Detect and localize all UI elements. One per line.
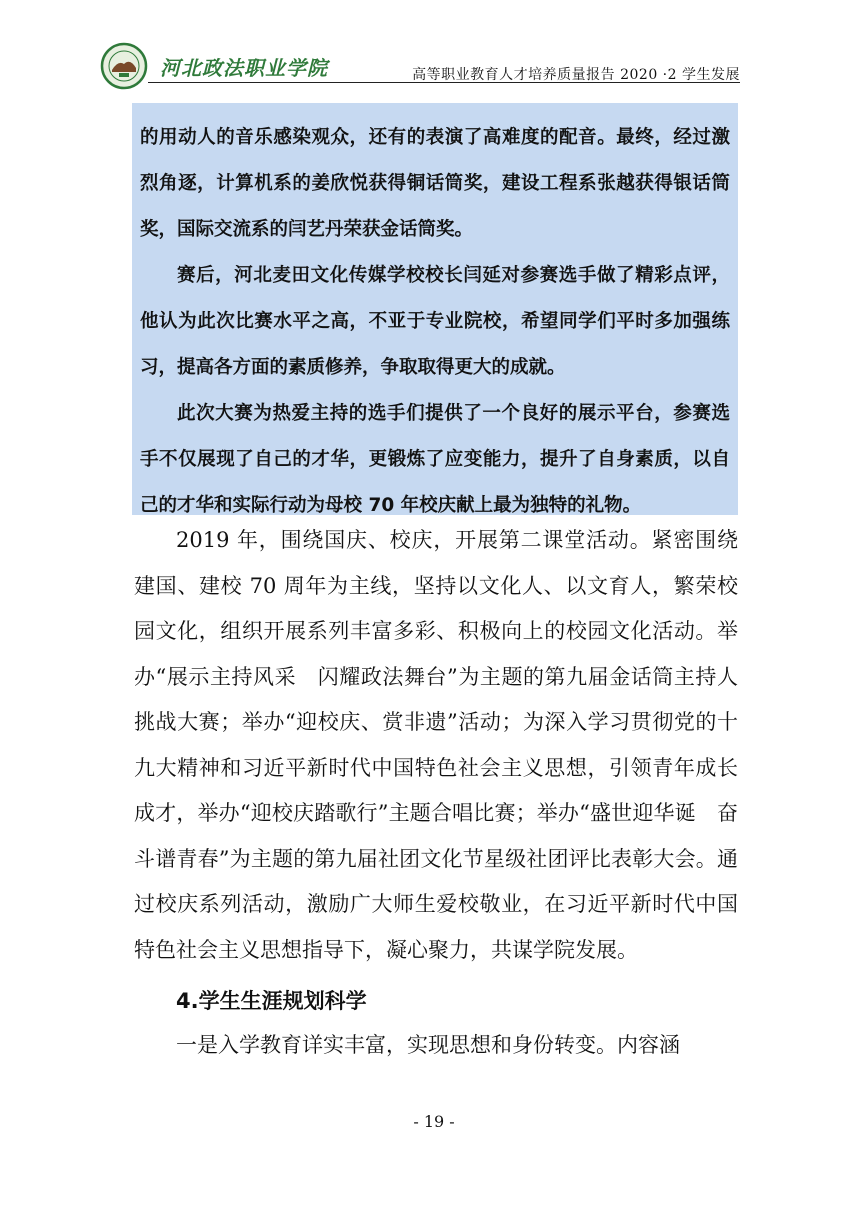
body-paragraph-1: 2019 年，围绕国庆、校庆，开展第二课堂活动。紧密围绕建国、建校 70 周年为主线，坚持以文化人、以文育人，繁荣校园文化，组织开展系列丰富多彩、积极向上的校园文化活动。举办“展示主持风采 闪耀政法舞台”为主题的第九届金话筒主持人挑战大赛；举办“迎校庆、赏非遗”活动；为深入学习贯彻党的十九大精神和习近平新时代中国特色社会主义思想，引领青年成长成才，举办“迎校庆踏歌行”主题合唱比赛；举办“盛世迎华诞 奋斗谱青春”为主题的第九届社团文化节星级社团评比表彰大会。通过校庆系列活动，激励广大师生爱校敬业，在习近平新时代中国特色社会主义思想指导下，凝心聚力，共谋学院发展。 [134, 528, 738, 962]
body-paragraph-2: 一是入学教育详实丰富，实现思想和身份转变。内容涵 [176, 1033, 680, 1057]
college-brand-name: 河北政法职业学院 [160, 56, 328, 80]
callout-paragraph-3: 此次大赛为热爱主持的选手们提供了一个良好的展示平台，参赛选手不仅展现了自己的才华，更锻炼了应变能力，提升了自身素质，以自己的才华和实际行动为母校 70 年校庆献上最为独特的礼物。 [140, 403, 730, 516]
body-text [134, 518, 738, 1069]
page-header [100, 38, 740, 88]
college-seal-icon [100, 42, 148, 90]
section-heading: 4.学生生涯规划科学 [176, 989, 367, 1013]
highlighted-callout-box [132, 103, 738, 515]
report-title: 高等职业教育人才培养质量报告 2020 ·2 学生发展 [412, 67, 740, 83]
page-number: - 19 - [413, 1112, 455, 1131]
callout-paragraph-2: 赛后，河北麦田文化传媒学校校长闫延对参赛选手做了精彩点评，他认为此次比赛水平之高，不亚于专业院校，希望同学们平时多加强练习，提高各方面的素质修养，争取取得更大的成就。 [140, 265, 730, 378]
callout-paragraph-1: 的用动人的音乐感染观众，还有的表演了高难度的配音。最终，经过激烈角逐，计算机系的姜欣悦获得铜话筒奖，建设工程系张越获得银话筒奖，国际交流系的闫艺丹荣获金话筒奖。 [140, 127, 730, 240]
header-divider [148, 82, 740, 83]
